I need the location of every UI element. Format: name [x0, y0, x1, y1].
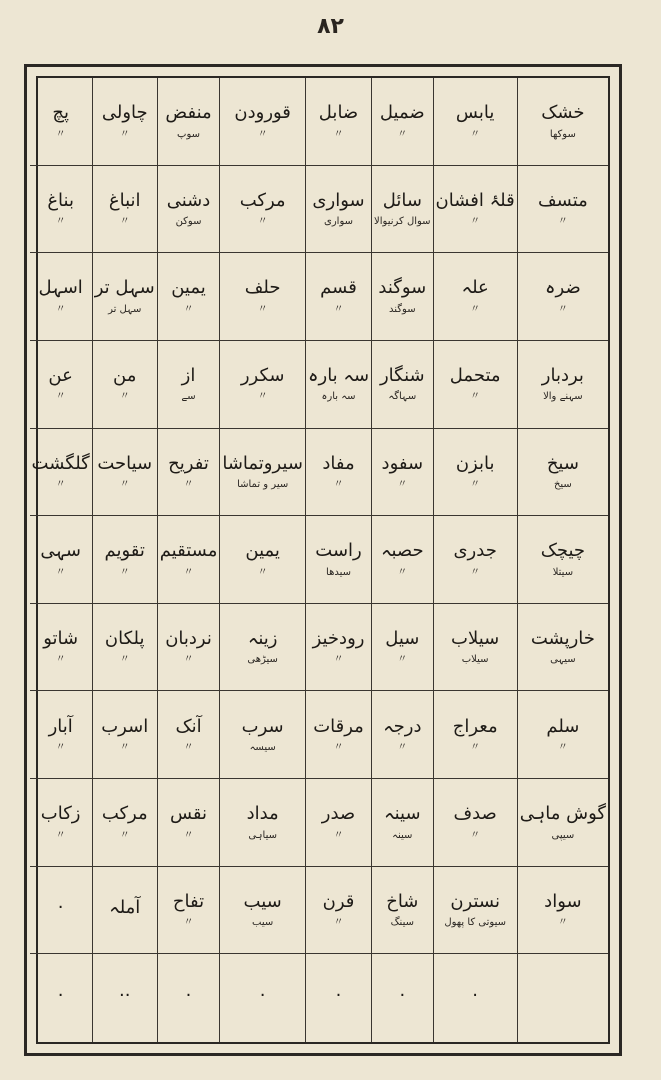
table-cell — [157, 604, 220, 692]
word-text: سوگند — [378, 277, 427, 299]
table-cell — [157, 78, 220, 166]
gloss-text: 〃 — [55, 391, 66, 403]
gloss-text: 〃 — [183, 742, 194, 754]
gloss-text: 〃 — [470, 742, 481, 754]
word-text: ضمیل — [379, 102, 425, 124]
word-text: سہل تر — [94, 277, 155, 299]
table-cell — [157, 867, 220, 955]
table-cell — [92, 341, 157, 429]
word-text: پچ — [52, 102, 69, 124]
gloss-text: 〃 — [397, 128, 408, 140]
word-text: اسہل — [38, 277, 83, 299]
table-cell — [371, 78, 433, 166]
table-cell — [305, 954, 371, 1042]
table-cell — [433, 867, 517, 955]
table-cell — [30, 166, 92, 254]
word-text: شاخ — [386, 890, 419, 912]
word-text: خارپشت — [530, 627, 595, 649]
table-cell — [92, 166, 157, 254]
table-cell — [517, 954, 608, 1042]
gloss-text: 〃 — [119, 216, 130, 228]
table-cell — [219, 867, 305, 955]
table-cell — [157, 691, 220, 779]
gloss-text: 〃 — [333, 917, 344, 929]
word-text: ·· — [119, 984, 131, 1006]
word-text: مستقیم — [159, 540, 218, 562]
table-cell — [92, 691, 157, 779]
table-cell — [433, 78, 517, 166]
table-cell — [30, 429, 92, 517]
table-cell — [219, 691, 305, 779]
table-cell — [92, 779, 157, 867]
table-cell — [433, 166, 517, 254]
table-cell — [92, 516, 157, 604]
table-cell — [92, 253, 157, 341]
word-text: منفض — [165, 102, 212, 124]
table-cell — [219, 341, 305, 429]
gloss-text: سہ بارہ — [321, 391, 356, 403]
gloss-text: 〃 — [557, 303, 568, 315]
word-text: قورودن — [234, 102, 291, 124]
word-text: قسم — [320, 277, 357, 299]
word-text: شاتو — [43, 627, 79, 649]
gloss-text: 〃 — [55, 654, 66, 666]
gloss-text: 〃 — [333, 829, 344, 841]
word-text: سیب — [243, 890, 282, 912]
table-cell — [305, 516, 371, 604]
table-cell — [219, 78, 305, 166]
gloss-text: 〃 — [183, 917, 194, 929]
gloss-text: 〃 — [397, 479, 408, 491]
table-cell — [517, 429, 608, 517]
table-cell — [219, 516, 305, 604]
table-cell — [305, 779, 371, 867]
table-cell — [433, 779, 517, 867]
gloss-text: 〃 — [470, 566, 481, 578]
word-text: یابس — [455, 102, 495, 124]
word-text: خشک — [541, 102, 585, 124]
table-cell — [30, 779, 92, 867]
gloss-text: 〃 — [257, 391, 268, 403]
word-text: متسف — [538, 189, 588, 211]
gloss-text: سوگند — [389, 303, 416, 315]
table-cell — [371, 691, 433, 779]
word-text: مفاد — [322, 452, 355, 474]
gloss-text: 〃 — [470, 303, 481, 315]
table-cell — [517, 779, 608, 867]
gloss-text: 〃 — [55, 303, 66, 315]
gloss-text: سوال کرنیوالا — [374, 216, 431, 228]
gloss-text: 〃 — [470, 479, 481, 491]
gloss-text: سوکن — [175, 216, 202, 228]
gloss-text: 〃 — [470, 391, 481, 403]
table-cell — [517, 166, 608, 254]
word-text: از — [181, 364, 196, 386]
gloss-text: 〃 — [119, 654, 130, 666]
table-cell — [371, 341, 433, 429]
gloss-text: 〃 — [333, 654, 344, 666]
word-text: ضرہ — [545, 277, 581, 299]
gloss-text: سیاہی — [248, 829, 277, 841]
word-text: بردبار — [541, 364, 584, 386]
word-text: · — [335, 984, 342, 1006]
word-text: سہ بارہ — [307, 364, 370, 386]
word-text: ضابل — [318, 102, 359, 124]
gloss-text: 〃 — [257, 128, 268, 140]
gloss-text: سوکھا — [549, 128, 576, 140]
word-text: راست — [315, 540, 362, 562]
word-text: · — [399, 984, 406, 1006]
gloss-text: 〃 — [55, 479, 66, 491]
table-cell — [433, 954, 517, 1042]
word-text: آبار — [48, 715, 73, 737]
gloss-text: سہاگہ — [388, 391, 417, 403]
table-cell — [157, 779, 220, 867]
gloss-text: سیہی — [550, 654, 576, 666]
word-text: قلۂ افشان — [435, 189, 515, 211]
table-cell — [30, 78, 92, 166]
gloss-text: 〃 — [55, 128, 66, 140]
word-text: نردبان — [165, 627, 212, 649]
page-number: ۸۲ — [317, 14, 344, 39]
table-cell — [92, 867, 157, 955]
word-text: مرقات — [313, 715, 364, 737]
gloss-text: 〃 — [119, 479, 130, 491]
word-text: تفاح — [172, 890, 205, 912]
gloss-text: 〃 — [257, 566, 268, 578]
gloss-text: سیوتی کا پھول — [444, 917, 506, 929]
gloss-text: 〃 — [257, 303, 268, 315]
gloss-text: سیپی — [551, 829, 575, 841]
table-cell — [92, 78, 157, 166]
table-cell — [157, 166, 220, 254]
table-cell — [305, 166, 371, 254]
word-text: صدر — [321, 803, 356, 825]
gloss-text: سہل تر — [108, 303, 142, 315]
gloss-text: 〃 — [397, 742, 408, 754]
table-cell — [517, 867, 608, 955]
word-text: سرب — [241, 715, 284, 737]
table-cell — [219, 779, 305, 867]
word-text: اسرب — [101, 715, 149, 737]
table-cell — [219, 954, 305, 1042]
gloss-text: 〃 — [55, 216, 66, 228]
word-text: صدف — [453, 803, 497, 825]
table-cell — [433, 691, 517, 779]
gloss-text: 〃 — [55, 566, 66, 578]
word-text: زکاب — [40, 803, 81, 825]
gloss-text: 〃 — [183, 479, 194, 491]
word-text: · — [57, 896, 64, 918]
gloss-text: 〃 — [119, 391, 130, 403]
word-text: سلم — [546, 715, 580, 737]
gloss-text: 〃 — [470, 216, 481, 228]
word-text: سینہ — [384, 803, 421, 825]
word-text: سیلاب — [451, 627, 500, 649]
word-text: نقس — [169, 803, 208, 825]
table-cell — [219, 429, 305, 517]
table-cell — [92, 954, 157, 1042]
table-cell — [305, 78, 371, 166]
word-text: متحمل — [449, 364, 501, 386]
word-text: آنک — [175, 715, 202, 737]
table-cell — [157, 954, 220, 1042]
word-text: بابزن — [455, 452, 495, 474]
word-text: دشنی — [166, 189, 211, 211]
gloss-text: سینگ — [390, 917, 414, 929]
word-text: حلف — [244, 277, 281, 299]
word-text: سکرر — [240, 364, 285, 386]
table-cell — [433, 604, 517, 692]
word-text: تقویم — [104, 540, 145, 562]
word-text: انباغ — [108, 189, 141, 211]
gloss-text: سواری — [324, 216, 353, 228]
table-cell — [371, 604, 433, 692]
gloss-text: 〃 — [557, 742, 568, 754]
word-text: بناغ — [47, 189, 74, 211]
table-cell — [92, 604, 157, 692]
word-text: من — [113, 364, 137, 386]
word-text: جدری — [453, 540, 497, 562]
word-text: رودخیز — [312, 627, 365, 649]
gloss-text: 〃 — [119, 829, 130, 841]
word-text: مرکب — [239, 189, 286, 211]
word-text: پلکان — [104, 627, 145, 649]
table-cell — [371, 253, 433, 341]
gloss-text: 〃 — [55, 742, 66, 754]
table-cell — [30, 253, 92, 341]
word-text: عن — [48, 364, 73, 386]
table-cell — [305, 253, 371, 341]
table-cell — [157, 341, 220, 429]
word-text: · — [185, 984, 192, 1006]
table-cell — [433, 253, 517, 341]
word-text: مداد — [246, 803, 279, 825]
gloss-text: سیدھا — [326, 566, 351, 578]
table-cell — [219, 604, 305, 692]
table-cell — [157, 253, 220, 341]
gloss-text: 〃 — [557, 917, 568, 929]
table-cell — [157, 516, 220, 604]
word-text: آملہ — [109, 896, 141, 918]
table-cell — [517, 691, 608, 779]
word-text: چیچک — [540, 540, 586, 562]
word-text: گلگشت — [31, 452, 90, 474]
word-text: گوش ماہی — [519, 803, 606, 825]
table-cell — [30, 954, 92, 1042]
table-cell — [305, 691, 371, 779]
table-cell — [305, 867, 371, 955]
gloss-text: 〃 — [333, 479, 344, 491]
gloss-text: 〃 — [333, 303, 344, 315]
gloss-text: سیسہ — [249, 742, 276, 754]
gloss-text: 〃 — [333, 128, 344, 140]
table-cell — [219, 253, 305, 341]
table-cell — [219, 166, 305, 254]
gloss-text: 〃 — [119, 128, 130, 140]
word-text: · — [259, 984, 266, 1006]
word-text: سائل — [382, 189, 422, 211]
gloss-text: سیڑھی — [247, 654, 278, 666]
word-text: نسترن — [450, 890, 500, 912]
word-text: درجہ — [383, 715, 422, 737]
table-cell — [433, 516, 517, 604]
word-text: تفریح — [168, 452, 209, 474]
table-cell — [433, 341, 517, 429]
table-cell — [30, 516, 92, 604]
gloss-text: سہنے والا — [543, 391, 583, 403]
table-cell — [92, 429, 157, 517]
table-cell — [305, 429, 371, 517]
word-text: · — [57, 984, 64, 1006]
table-cell — [517, 78, 608, 166]
gloss-text: سیخ — [553, 479, 572, 491]
gloss-text: 〃 — [397, 566, 408, 578]
gloss-text: 〃 — [557, 216, 568, 228]
table-cell — [30, 341, 92, 429]
word-text: شنگار — [379, 364, 425, 386]
word-text: حصبہ — [380, 540, 424, 562]
gloss-text: 〃 — [183, 566, 194, 578]
table-cell — [371, 779, 433, 867]
gloss-text: 〃 — [183, 829, 194, 841]
word-text: مرکب — [101, 803, 148, 825]
word-text: سفود — [381, 452, 424, 474]
word-text: سواد — [544, 890, 582, 912]
vocabulary-table — [31, 76, 610, 1044]
word-text: سیاحت — [97, 452, 153, 474]
table-cell — [517, 516, 608, 604]
gloss-text: 〃 — [119, 566, 130, 578]
word-text: یمین — [245, 540, 280, 562]
gloss-text: سیر و تماشا — [237, 479, 289, 491]
gloss-text: سوپ — [177, 128, 200, 140]
table-cell — [517, 341, 608, 429]
gloss-text: 〃 — [55, 829, 66, 841]
table-cell — [305, 341, 371, 429]
gloss-text: 〃 — [470, 829, 481, 841]
gloss-text: سیب — [252, 917, 274, 929]
gloss-text: 〃 — [470, 128, 481, 140]
gloss-text: 〃 — [333, 742, 344, 754]
table-cell — [371, 954, 433, 1042]
word-text: · — [472, 984, 479, 1006]
word-text: سیروتماشا — [222, 452, 303, 474]
table-cell — [517, 253, 608, 341]
table-cell — [30, 691, 92, 779]
table-cell — [371, 867, 433, 955]
table-cell — [371, 429, 433, 517]
table-cell — [517, 604, 608, 692]
word-text: معراج — [452, 715, 498, 737]
word-text: سیل — [385, 627, 420, 649]
word-text: سواری — [312, 189, 365, 211]
word-text: چاولی — [101, 102, 148, 124]
word-text: سیخ — [546, 452, 579, 474]
gloss-text: 〃 — [397, 654, 408, 666]
word-text: قرن — [322, 890, 355, 912]
gloss-text: سیتلا — [552, 566, 574, 578]
gloss-text: 〃 — [183, 654, 194, 666]
word-text: سہی — [40, 540, 81, 562]
gloss-text: سے — [181, 391, 196, 403]
table-cell — [433, 429, 517, 517]
table-cell — [30, 604, 92, 692]
table-cell — [157, 429, 220, 517]
table-cell — [371, 516, 433, 604]
gloss-text: 〃 — [257, 216, 268, 228]
table-cell — [305, 604, 371, 692]
table-cell — [371, 166, 433, 254]
gloss-text: سینہ — [392, 829, 413, 841]
gloss-text: سیلاب — [461, 654, 489, 666]
word-text: علہ — [461, 277, 489, 299]
gloss-text: 〃 — [183, 303, 194, 315]
word-text: یمین — [171, 277, 206, 299]
table-cell — [30, 867, 92, 955]
gloss-text: 〃 — [119, 742, 130, 754]
word-text: زینہ — [247, 627, 278, 649]
